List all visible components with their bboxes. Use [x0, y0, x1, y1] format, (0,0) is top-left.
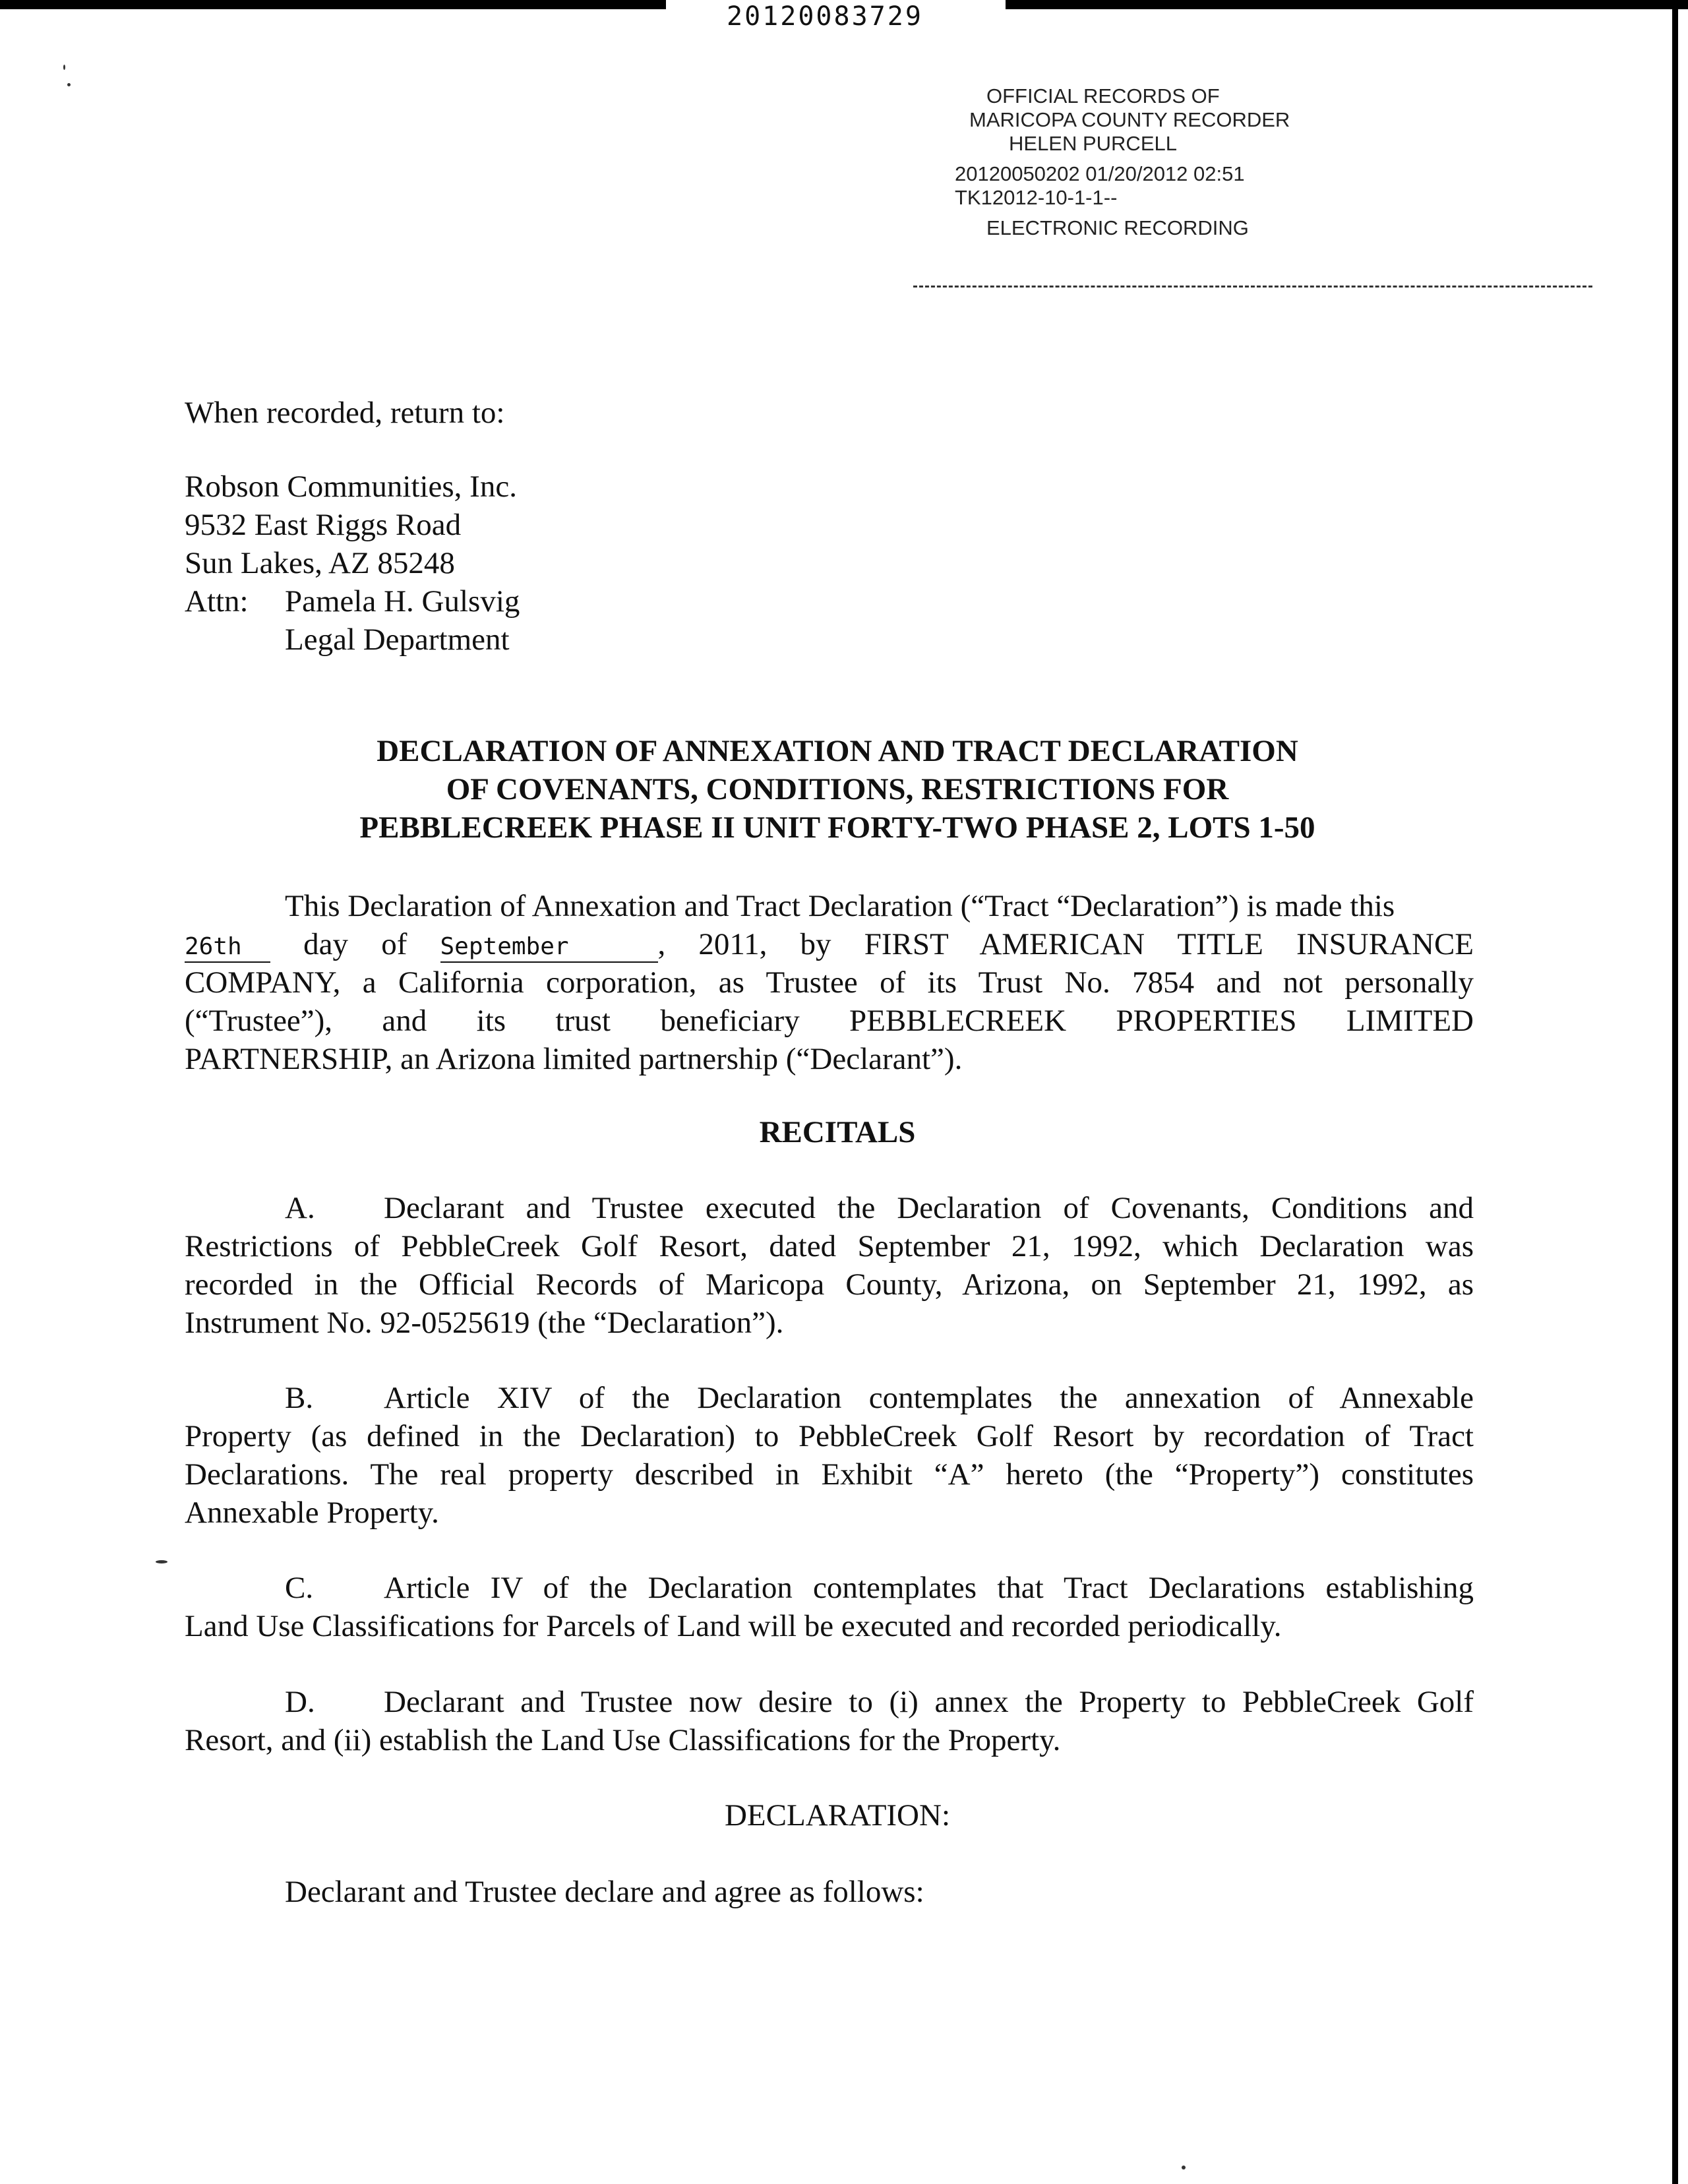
recital-letter: D.	[285, 1685, 315, 1719]
recital-line: Declarations. The real property described in Exhibit “A” hereto (the “Property”) constitutes	[185, 1457, 1474, 1492]
intro-line: PARTNERSHIP, an Arizona limited partnership (“Declarant”).	[185, 1042, 963, 1076]
stray-mark	[156, 1560, 167, 1563]
title-line: PEBBLECREEK PHASE II UNIT FORTY-TWO PHASE 2, LOTS 1-50	[359, 810, 1315, 845]
title-line: DECLARATION OF ANNEXATION AND TRACT DECLARATION	[377, 734, 1298, 768]
intro-line: This Declaration of Annexation and Tract Declaration (“Tract “Declaration”) is made this	[285, 889, 1395, 923]
stamp-line: TK12012-10-1-1--	[955, 186, 1118, 209]
stamp-line: 20120050202 01/20/2012 02:51	[955, 162, 1245, 185]
recital-letter: C.	[285, 1571, 314, 1605]
title-line: OF COVENANTS, CONDITIONS, RESTRICTIONS FOR	[446, 772, 1229, 806]
return-to-attn-label: Attn:	[185, 584, 249, 619]
recital-line: Land Use Classifications for Parcels of Land will be executed and recorded periodically.	[185, 1609, 1282, 1643]
closing-statement: Declarant and Trustee declare and agree as follows:	[285, 1875, 924, 1909]
stamp-line: MARICOPA COUNTY RECORDER	[969, 108, 1290, 131]
recital-line: Declarant and Trustee executed the Declaration of Covenants, Conditions and	[384, 1191, 1474, 1225]
recital-letter: A.	[285, 1191, 315, 1225]
return-to-line: 9532 East Riggs Road	[185, 508, 462, 542]
recital-line: Article IV of the Declaration contemplates that Tract Declarations establishing	[384, 1571, 1474, 1605]
stamp-line: OFFICIAL RECORDS OF	[986, 84, 1220, 107]
month-fill-in: September	[440, 932, 658, 963]
recital-line: Restrictions of PebbleCreek Golf Resort, dated September 21, 1992, which Declaration was	[185, 1229, 1474, 1263]
day-word: day	[303, 927, 349, 961]
recital-line: recorded in the Official Records of Maricopa County, Arizona, on September 21, 1992, as	[185, 1267, 1474, 1302]
return-to-department: Legal Department	[285, 622, 510, 657]
recital-line: Annexable Property.	[185, 1496, 439, 1530]
stray-mark	[67, 83, 71, 86]
document-number: 20120083729	[727, 1, 923, 32]
of-word: of	[381, 927, 407, 961]
intro-line: COMPANY, a California corporation, as Trustee of its Trust No. 7854 and not personally	[185, 965, 1474, 1000]
stamp-line: HELEN PURCELL	[1009, 132, 1177, 155]
day-fill-in: 26th	[185, 932, 270, 963]
return-to-attn-name: Pamela H. Gulsvig	[285, 584, 520, 619]
recital-line: Article XIV of the Declaration contemplates the annexation of Annexable	[384, 1381, 1474, 1415]
stamp-dashed-rule	[913, 286, 1592, 288]
recital-line: Resort, and (ii) establish the Land Use Classifications for the Property.	[185, 1723, 1061, 1757]
return-to-line: Sun Lakes, AZ 85248	[185, 546, 455, 580]
return-to-heading: When recorded, return to:	[185, 396, 505, 430]
stray-mark	[63, 65, 65, 70]
intro-line: (“Trustee”), and its trust beneficiary PEBBLECREEK PROPERTIES LIMITED	[185, 1004, 1474, 1038]
intro-line-rest: , 2011, by FIRST AMERICAN TITLE INSURANCE	[657, 927, 1474, 961]
scan-top-border-left	[0, 0, 666, 9]
recital-line: Declarant and Trustee now desire to (i) annex the Property to PebbleCreek Golf	[384, 1685, 1474, 1719]
return-to-line: Robson Communities, Inc.	[185, 470, 517, 504]
recital-line: Property (as defined in the Declaration) to PebbleCreek Golf Resort by recordation of Tract	[185, 1419, 1474, 1453]
recitals-heading: RECITALS	[759, 1115, 916, 1149]
stamp-line: ELECTRONIC RECORDING	[986, 216, 1249, 239]
intro-line	[185, 925, 1474, 963]
scan-right-edge	[1672, 0, 1678, 2184]
declaration-heading: DECLARATION:	[724, 1798, 951, 1833]
stray-mark	[1182, 2166, 1186, 2169]
scan-top-border-right	[1006, 0, 1688, 9]
recital-letter: B.	[285, 1381, 314, 1415]
recital-line: Instrument No. 92-0525619 (the “Declaration”).	[185, 1306, 784, 1340]
